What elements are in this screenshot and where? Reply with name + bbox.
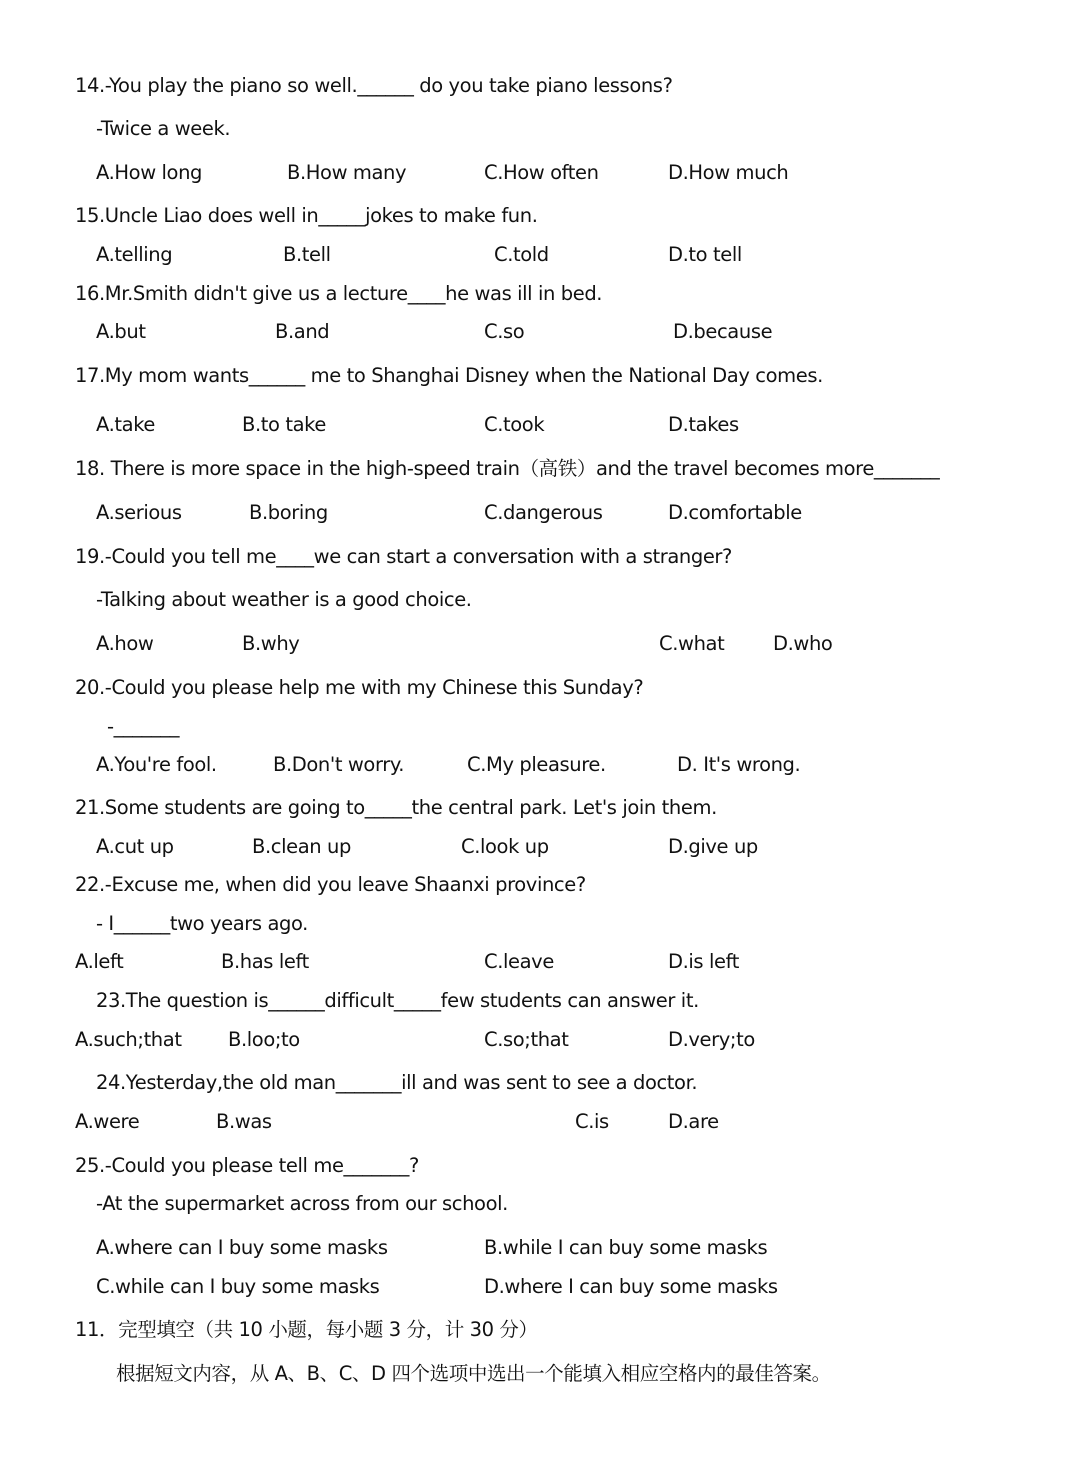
question-stem: 16.Mr.Smith didn't give us a lecture____he was ill in bed.	[75, 282, 603, 305]
option: C.while can I buy some masks	[96, 1275, 380, 1298]
option: D.to tell	[668, 243, 742, 266]
option: B.to take	[242, 413, 326, 436]
question-stem: 22.-Excuse me, when did you leave Shaanxi province?	[75, 873, 586, 896]
option: B.How many	[287, 161, 407, 184]
question-response: -Twice a week.	[96, 117, 231, 140]
option: C.so;that	[484, 1028, 569, 1051]
option: D.are	[668, 1110, 719, 1133]
option: C.dangerous	[484, 501, 603, 524]
question-stem: 23.The question is______difficult_____few students can answer it.	[96, 989, 699, 1012]
option: A.cut up	[96, 835, 174, 858]
option: D.who	[773, 632, 833, 655]
question-stem: 18. There is more space in the high-speed train（高铁）and the travel becomes more_______	[75, 457, 940, 480]
question-stem: 20.-Could you please help me with my Chinese this Sunday?	[75, 676, 644, 699]
option: C.so	[484, 320, 525, 343]
option: A.take	[96, 413, 155, 436]
option: A.such;that	[75, 1028, 182, 1051]
option: B.has left	[221, 950, 309, 973]
question-stem: 17.My mom wants______ me to Shanghai Disney when the National Day comes.	[75, 364, 823, 387]
option: D.where I can buy some masks	[484, 1275, 778, 1298]
question-stem: 19.-Could you tell me____we can start a conversation with a stranger?	[75, 545, 732, 568]
option: B.was	[216, 1110, 272, 1133]
option: A.How long	[96, 161, 203, 184]
option: A.how	[96, 632, 154, 655]
option: D.How much	[668, 161, 789, 184]
option: C.My pleasure.	[467, 753, 606, 776]
option: C.look up	[461, 835, 549, 858]
question-response: -Talking about weather is a good choice.	[96, 588, 472, 611]
option: C.leave	[484, 950, 554, 973]
option: B.boring	[249, 501, 328, 524]
option: C.How often	[484, 161, 599, 184]
option: A.but	[96, 320, 146, 343]
question-stem: 24.Yesterday,the old man_______ill and was sent to see a doctor.	[96, 1071, 698, 1094]
option: C.took	[484, 413, 545, 436]
question-stem: 21.Some students are going to_____the central park. Let's join them.	[75, 796, 717, 819]
option: B.Don't worry.	[273, 753, 405, 776]
option: C.is	[575, 1110, 609, 1133]
option: D.very;to	[668, 1028, 755, 1051]
option: B.while I can buy some masks	[484, 1236, 768, 1259]
option: D.takes	[668, 413, 739, 436]
question-response: -At the supermarket across from our school.	[96, 1192, 508, 1215]
section-instruction: 根据短文内容，从 A、B、C、D 四个选项中选出一个能填入相应空格内的最佳答案。	[116, 1362, 831, 1385]
option: B.loo;to	[228, 1028, 300, 1051]
option: C.what	[659, 632, 725, 655]
question-stem: 14.-You play the piano so well.______ do you take piano lessons?	[75, 74, 673, 97]
question-response: - I______two years ago.	[96, 912, 308, 935]
option: B.why	[242, 632, 300, 655]
option: B.and	[275, 320, 330, 343]
question-stem: 15.Uncle Liao does well in_____jokes to make fun.	[75, 204, 538, 227]
option: A.telling	[96, 243, 173, 266]
option: D.comfortable	[668, 501, 802, 524]
question-stem: 25.-Could you please tell me_______?	[75, 1154, 419, 1177]
option: D.is left	[668, 950, 739, 973]
section-title: 11．完型填空（共 10 小题，每小题 3 分，计 30 分）	[75, 1318, 538, 1341]
option: D.because	[673, 320, 773, 343]
option: C.told	[494, 243, 549, 266]
question-response: -_______	[107, 715, 180, 738]
option: A.You're fool.	[96, 753, 217, 776]
option: A.were	[75, 1110, 140, 1133]
option: A.left	[75, 950, 124, 973]
option: B.clean up	[252, 835, 351, 858]
option: B.tell	[283, 243, 331, 266]
option: A.serious	[96, 501, 182, 524]
option: D. It's wrong.	[677, 753, 801, 776]
option: D.give up	[668, 835, 758, 858]
option: A.where can I buy some masks	[96, 1236, 388, 1259]
